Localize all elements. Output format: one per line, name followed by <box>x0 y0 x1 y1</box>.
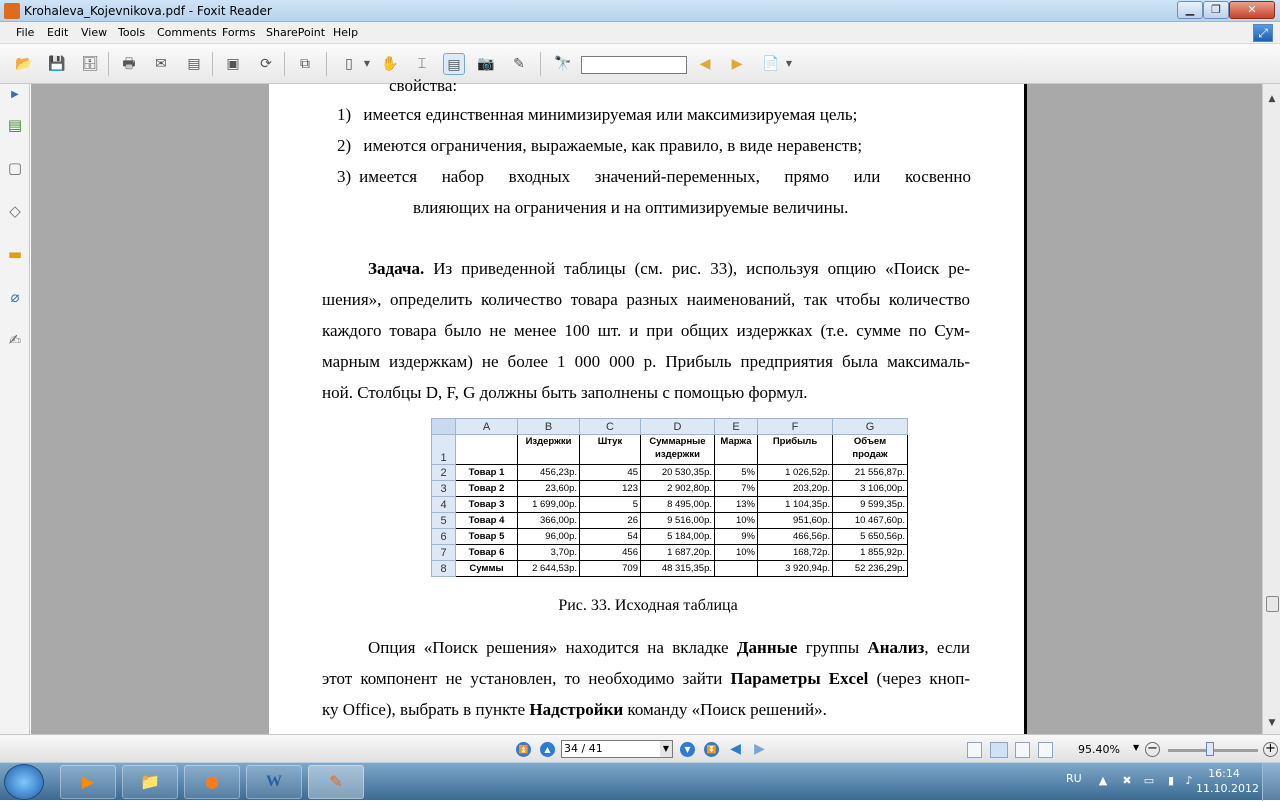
pages-icon[interactable]: ⧉ <box>300 56 310 72</box>
table-row <box>432 529 908 545</box>
status-bar <box>0 734 1280 762</box>
menu-comments[interactable]: Comments <box>157 26 217 39</box>
select-tool-icon[interactable]: ▤ <box>443 53 465 75</box>
col-header: C <box>580 419 641 435</box>
zoom-level[interactable]: 95.40% <box>1078 743 1120 756</box>
table-cell: 1 855,92р. <box>833 545 908 561</box>
typewriter-icon[interactable]: ✎ <box>513 56 525 72</box>
table-cell: Суммы <box>456 561 518 577</box>
table-cell: 96,00р. <box>518 529 580 545</box>
text-run: , если <box>924 638 970 657</box>
forward-icon[interactable]: ▶ <box>754 741 765 757</box>
table-cell: 1 699,00р. <box>518 497 580 513</box>
list-number: 1) <box>337 105 352 124</box>
network-error-icon[interactable]: ✖ <box>1122 774 1132 787</box>
find-input[interactable] <box>581 56 687 74</box>
table-cell: 1 687,20р. <box>641 545 715 561</box>
list-number: 3) <box>337 167 352 186</box>
row-number: 8 <box>432 561 456 577</box>
minimize-button[interactable]: ▁ <box>1177 1 1203 19</box>
rotate-icon[interactable]: ⟳ <box>260 56 272 72</box>
menu-sharepoint[interactable]: SharePoint <box>266 26 326 39</box>
header-cell: Маржа <box>715 435 758 465</box>
chevron-down-icon[interactable]: ▼ <box>660 741 672 757</box>
header-cell: Прибыль <box>758 435 833 465</box>
usb-icon[interactable]: ▭ <box>1143 774 1155 787</box>
table-cell: 951,60р. <box>758 513 833 529</box>
table-cell: 1 026,52р. <box>758 465 833 481</box>
task-text: Из приведенной таблицы (см. рис. 33), используя опцию «Поиск ре- <box>433 259 971 278</box>
media-player-icon[interactable]: ▶ <box>60 765 116 799</box>
chevron-down-icon[interactable]: ▼ <box>1133 743 1140 752</box>
title-bar <box>0 0 1280 22</box>
restore-icon[interactable]: ⤢ <box>1253 24 1273 42</box>
table-cell: 7% <box>715 481 758 497</box>
attachments-icon[interactable]: ⌀ <box>10 288 20 306</box>
previous-page-icon[interactable]: ▲ <box>540 742 555 757</box>
list-text: имеются ограничения, выражаемые, как правило, в виде неравенств; <box>363 136 863 155</box>
table-cell: 52 236,29р. <box>833 561 908 577</box>
table-cell: 21 556,87р. <box>833 465 908 481</box>
navigation-panel <box>0 84 30 734</box>
menu-view[interactable]: View <box>81 26 108 39</box>
task-line <box>322 253 970 284</box>
bold-run: Надстройки <box>529 700 624 719</box>
table-cell: 9 599,35р. <box>833 497 908 513</box>
back-icon[interactable]: ◀ <box>730 741 741 757</box>
document-options-icon[interactable]: 📄 <box>762 56 780 72</box>
table-row <box>432 465 908 481</box>
table-cell: Товар 5 <box>456 529 518 545</box>
toolbar-separator <box>212 52 213 76</box>
toolbar-separator <box>108 52 109 76</box>
page-layout-icon[interactable]: ▯ <box>345 56 353 72</box>
header-cell: Издержки <box>518 435 580 465</box>
option-line <box>322 694 827 725</box>
table-header-row <box>432 435 908 465</box>
table-cell: Товар 3 <box>456 497 518 513</box>
col-header: E <box>715 419 758 435</box>
column-header-row <box>432 419 908 435</box>
col-header: G <box>833 419 908 435</box>
table-cell: 10% <box>715 545 758 561</box>
continuous-page-icon[interactable] <box>990 742 1008 758</box>
menu-help[interactable]: Help <box>333 26 359 39</box>
page-number-field[interactable]: 34 / 41 <box>561 740 673 758</box>
col-header: B <box>518 419 580 435</box>
find-icon[interactable]: 🔭 <box>554 56 572 72</box>
text-run: ку Office), выбрать в пункте <box>322 700 530 719</box>
menu-tools[interactable]: Tools <box>118 26 146 39</box>
select-text-icon[interactable]: ⌶ <box>417 56 427 72</box>
row-number: 6 <box>432 529 456 545</box>
text-run: команду «Поиск решений». <box>623 700 827 719</box>
row-number: 3 <box>432 481 456 497</box>
taskbar <box>0 762 1280 800</box>
task-line: шения», определить количество товара разных наименований, так чтобы количество <box>322 290 970 309</box>
table-cell: 5 184,00р. <box>641 529 715 545</box>
header-cell <box>456 435 518 465</box>
table-cell: 2 644,53р. <box>518 561 580 577</box>
text-run: Опция «Поиск решения» находится на вкладке <box>368 638 737 657</box>
firefox-icon[interactable]: ● <box>184 765 240 799</box>
list-item <box>337 161 971 192</box>
table-row <box>432 481 908 497</box>
chevron-down-icon[interactable]: ▼ <box>363 59 371 68</box>
table-cell: 23,60р. <box>518 481 580 497</box>
task-line: ной. Столбцы D, F, G должны быть заполнены с помощью формул. <box>322 383 808 402</box>
snapshot-icon[interactable]: 📷 <box>477 56 495 72</box>
table-cell: 709 <box>580 561 641 577</box>
table-cell: 9% <box>715 529 758 545</box>
foxit-app-icon <box>4 3 20 19</box>
email-icon[interactable]: ✉ <box>155 56 167 72</box>
task-line: марным издержкам) не более 1 000 000 р. Прибыль предприятия была максималь- <box>322 352 970 371</box>
corner-cell <box>432 419 456 435</box>
last-page-icon[interactable]: ⏬ <box>704 742 719 757</box>
window-title: Krohaleva_Kojevnikova.pdf - Foxit Reader <box>24 4 272 18</box>
partial-line: свойства: <box>389 76 458 95</box>
list-item <box>337 130 977 161</box>
facing-pages-icon[interactable] <box>1015 742 1030 758</box>
menu-file[interactable]: File <box>16 26 35 39</box>
toolbar <box>0 44 1280 84</box>
clock-time: 16:14 <box>1208 767 1240 780</box>
header-cell: Штук <box>580 435 641 465</box>
first-page-icon[interactable]: ⏫ <box>516 742 531 757</box>
toolbar-separator <box>326 52 327 76</box>
table-cell: 3 106,00р. <box>833 481 908 497</box>
table-cell: 466,56р. <box>758 529 833 545</box>
header-cell: Объем продаж <box>833 435 908 465</box>
continuous-facing-icon[interactable] <box>1038 742 1053 758</box>
table-cell: 13% <box>715 497 758 513</box>
properties-icon[interactable]: ▤ <box>187 56 201 72</box>
bold-run: Данные <box>736 638 798 657</box>
toolbar-separator <box>284 52 285 76</box>
table-cell <box>715 561 758 577</box>
table-cell: 456 <box>580 545 641 561</box>
table-cell: 366,00р. <box>518 513 580 529</box>
table-cell: 3,70р. <box>518 545 580 561</box>
next-page-icon[interactable]: ▼ <box>680 742 695 757</box>
file-explorer-icon[interactable]: 📁 <box>122 765 178 799</box>
row-number: 4 <box>432 497 456 513</box>
language-indicator[interactable]: RU <box>1066 772 1082 785</box>
table-row <box>432 513 908 529</box>
row-number: 5 <box>432 513 456 529</box>
word-icon[interactable]: W <box>246 765 302 799</box>
header-cell: Суммарные издержки <box>641 435 715 465</box>
clock[interactable] <box>1196 766 1259 796</box>
show-hidden-icons-icon[interactable]: ▲ <box>1098 774 1108 787</box>
table-cell: 10 467,60р. <box>833 513 908 529</box>
spreadsheet-figure <box>431 418 909 582</box>
chevron-down-icon[interactable]: ▼ <box>785 59 793 68</box>
clock-date: 11.10.2012 <box>1196 782 1259 795</box>
list-item <box>337 99 977 130</box>
table-cell: Товар 4 <box>456 513 518 529</box>
task-line: каждого товара было не менее 100 шт. и при общих издержках (т.е. сумме по Сум- <box>322 321 970 340</box>
foxit-reader-icon[interactable]: ✎ <box>308 765 364 799</box>
open-icon[interactable]: 📂 <box>15 56 33 72</box>
signatures-icon[interactable]: ✍ <box>8 331 22 349</box>
menu-forms[interactable]: Forms <box>222 26 256 39</box>
text-run: этот компонент не установлен, то необходимо зайти <box>322 669 731 688</box>
scroll-thumb[interactable] <box>1266 596 1279 612</box>
pdf-page <box>269 76 1027 744</box>
text-run: группы <box>797 638 868 657</box>
table-cell: 9 516,00р. <box>641 513 715 529</box>
zoom-in-icon[interactable]: + <box>1263 742 1278 757</box>
table-cell: Товар 1 <box>456 465 518 481</box>
expand-panel-icon[interactable]: ▶ <box>11 89 19 100</box>
signal-icon[interactable]: ▮ <box>1167 774 1175 787</box>
table-cell: 10% <box>715 513 758 529</box>
col-header: D <box>641 419 715 435</box>
option-line <box>322 632 970 663</box>
col-header: A <box>456 419 518 435</box>
table-cell: 8 495,00р. <box>641 497 715 513</box>
list-text: имеется единственная минимизируемая или максимизируемая цель; <box>363 105 858 124</box>
bookmarks-icon[interactable]: ▤ <box>7 116 23 134</box>
zoom-slider-thumb[interactable] <box>1206 742 1214 756</box>
table-cell: 456,23р. <box>518 465 580 481</box>
volume-icon[interactable]: ♪ <box>1185 774 1193 787</box>
table-row <box>432 561 908 577</box>
hand-tool-icon[interactable]: ✋ <box>381 56 399 72</box>
bold-run: Анализ <box>867 638 925 657</box>
layers-icon[interactable]: ◇ <box>9 202 21 220</box>
table-cell: 203,20р. <box>758 481 833 497</box>
row-number: 7 <box>432 545 456 561</box>
fullscreen-icon[interactable]: ▣ <box>226 56 240 72</box>
vertical-scrollbar[interactable] <box>1262 84 1280 734</box>
table-cell: 45 <box>580 465 641 481</box>
table-row <box>432 497 908 513</box>
table-cell: 2 902,80р. <box>641 481 715 497</box>
table-cell: 5 650,56р. <box>833 529 908 545</box>
maximize-button[interactable]: ❐ <box>1203 1 1229 19</box>
table-cell: Товар 6 <box>456 545 518 561</box>
table-cell: 26 <box>580 513 641 529</box>
table-cell: 20 530,35р. <box>641 465 715 481</box>
print-icon[interactable]: 🖶 <box>122 56 136 72</box>
start-button[interactable] <box>4 764 44 800</box>
task-label: Задача. <box>368 259 425 278</box>
table-cell: 123 <box>580 481 641 497</box>
table-cell: 168,72р. <box>758 545 833 561</box>
list-continuation: влияющих на ограничения и на оптимизируемые величины. <box>413 198 849 217</box>
show-desktop-button[interactable] <box>1262 763 1280 801</box>
save-all-icon[interactable]: 🗄 <box>81 56 99 72</box>
row-number: 1 <box>432 435 456 465</box>
row-number: 2 <box>432 465 456 481</box>
toolbar-separator <box>540 52 541 76</box>
menu-edit[interactable]: Edit <box>47 26 69 39</box>
table-cell: 5% <box>715 465 758 481</box>
document-area <box>31 76 1262 734</box>
table-cell: 1 104,35р. <box>758 497 833 513</box>
table-row <box>432 545 908 561</box>
list-number: 2) <box>337 136 352 155</box>
table-cell: 5 <box>580 497 641 513</box>
scroll-down-icon[interactable]: ▼ <box>1268 718 1276 728</box>
pages-thumbnails-icon[interactable]: ▢ <box>7 159 23 177</box>
figure-caption: Рис. 33. Исходная таблица <box>558 597 738 614</box>
comments-icon[interactable]: ▬ <box>7 245 23 263</box>
bold-run: Параметры Excel <box>730 669 869 688</box>
spreadsheet-table <box>431 418 908 577</box>
table-cell: 48 315,35р. <box>641 561 715 577</box>
table-cell: Товар 2 <box>456 481 518 497</box>
table-cell: 54 <box>580 529 641 545</box>
option-line <box>322 663 970 694</box>
find-previous-icon[interactable]: ◀ <box>699 56 711 72</box>
scroll-up-icon[interactable]: ▲ <box>1268 94 1276 104</box>
text-run: (через кноп- <box>868 669 970 688</box>
col-header: F <box>758 419 833 435</box>
single-page-icon[interactable] <box>967 742 982 758</box>
close-button[interactable]: ✕ <box>1229 1 1275 19</box>
list-text: имеется набор входных значений-переменных, прямо или косвенно <box>359 167 971 186</box>
zoom-out-icon[interactable]: − <box>1145 742 1160 757</box>
menu-bar <box>0 22 1280 44</box>
find-next-icon[interactable]: ▶ <box>731 56 743 72</box>
table-cell: 3 920,94р. <box>758 561 833 577</box>
save-icon[interactable]: 💾 <box>48 56 66 72</box>
